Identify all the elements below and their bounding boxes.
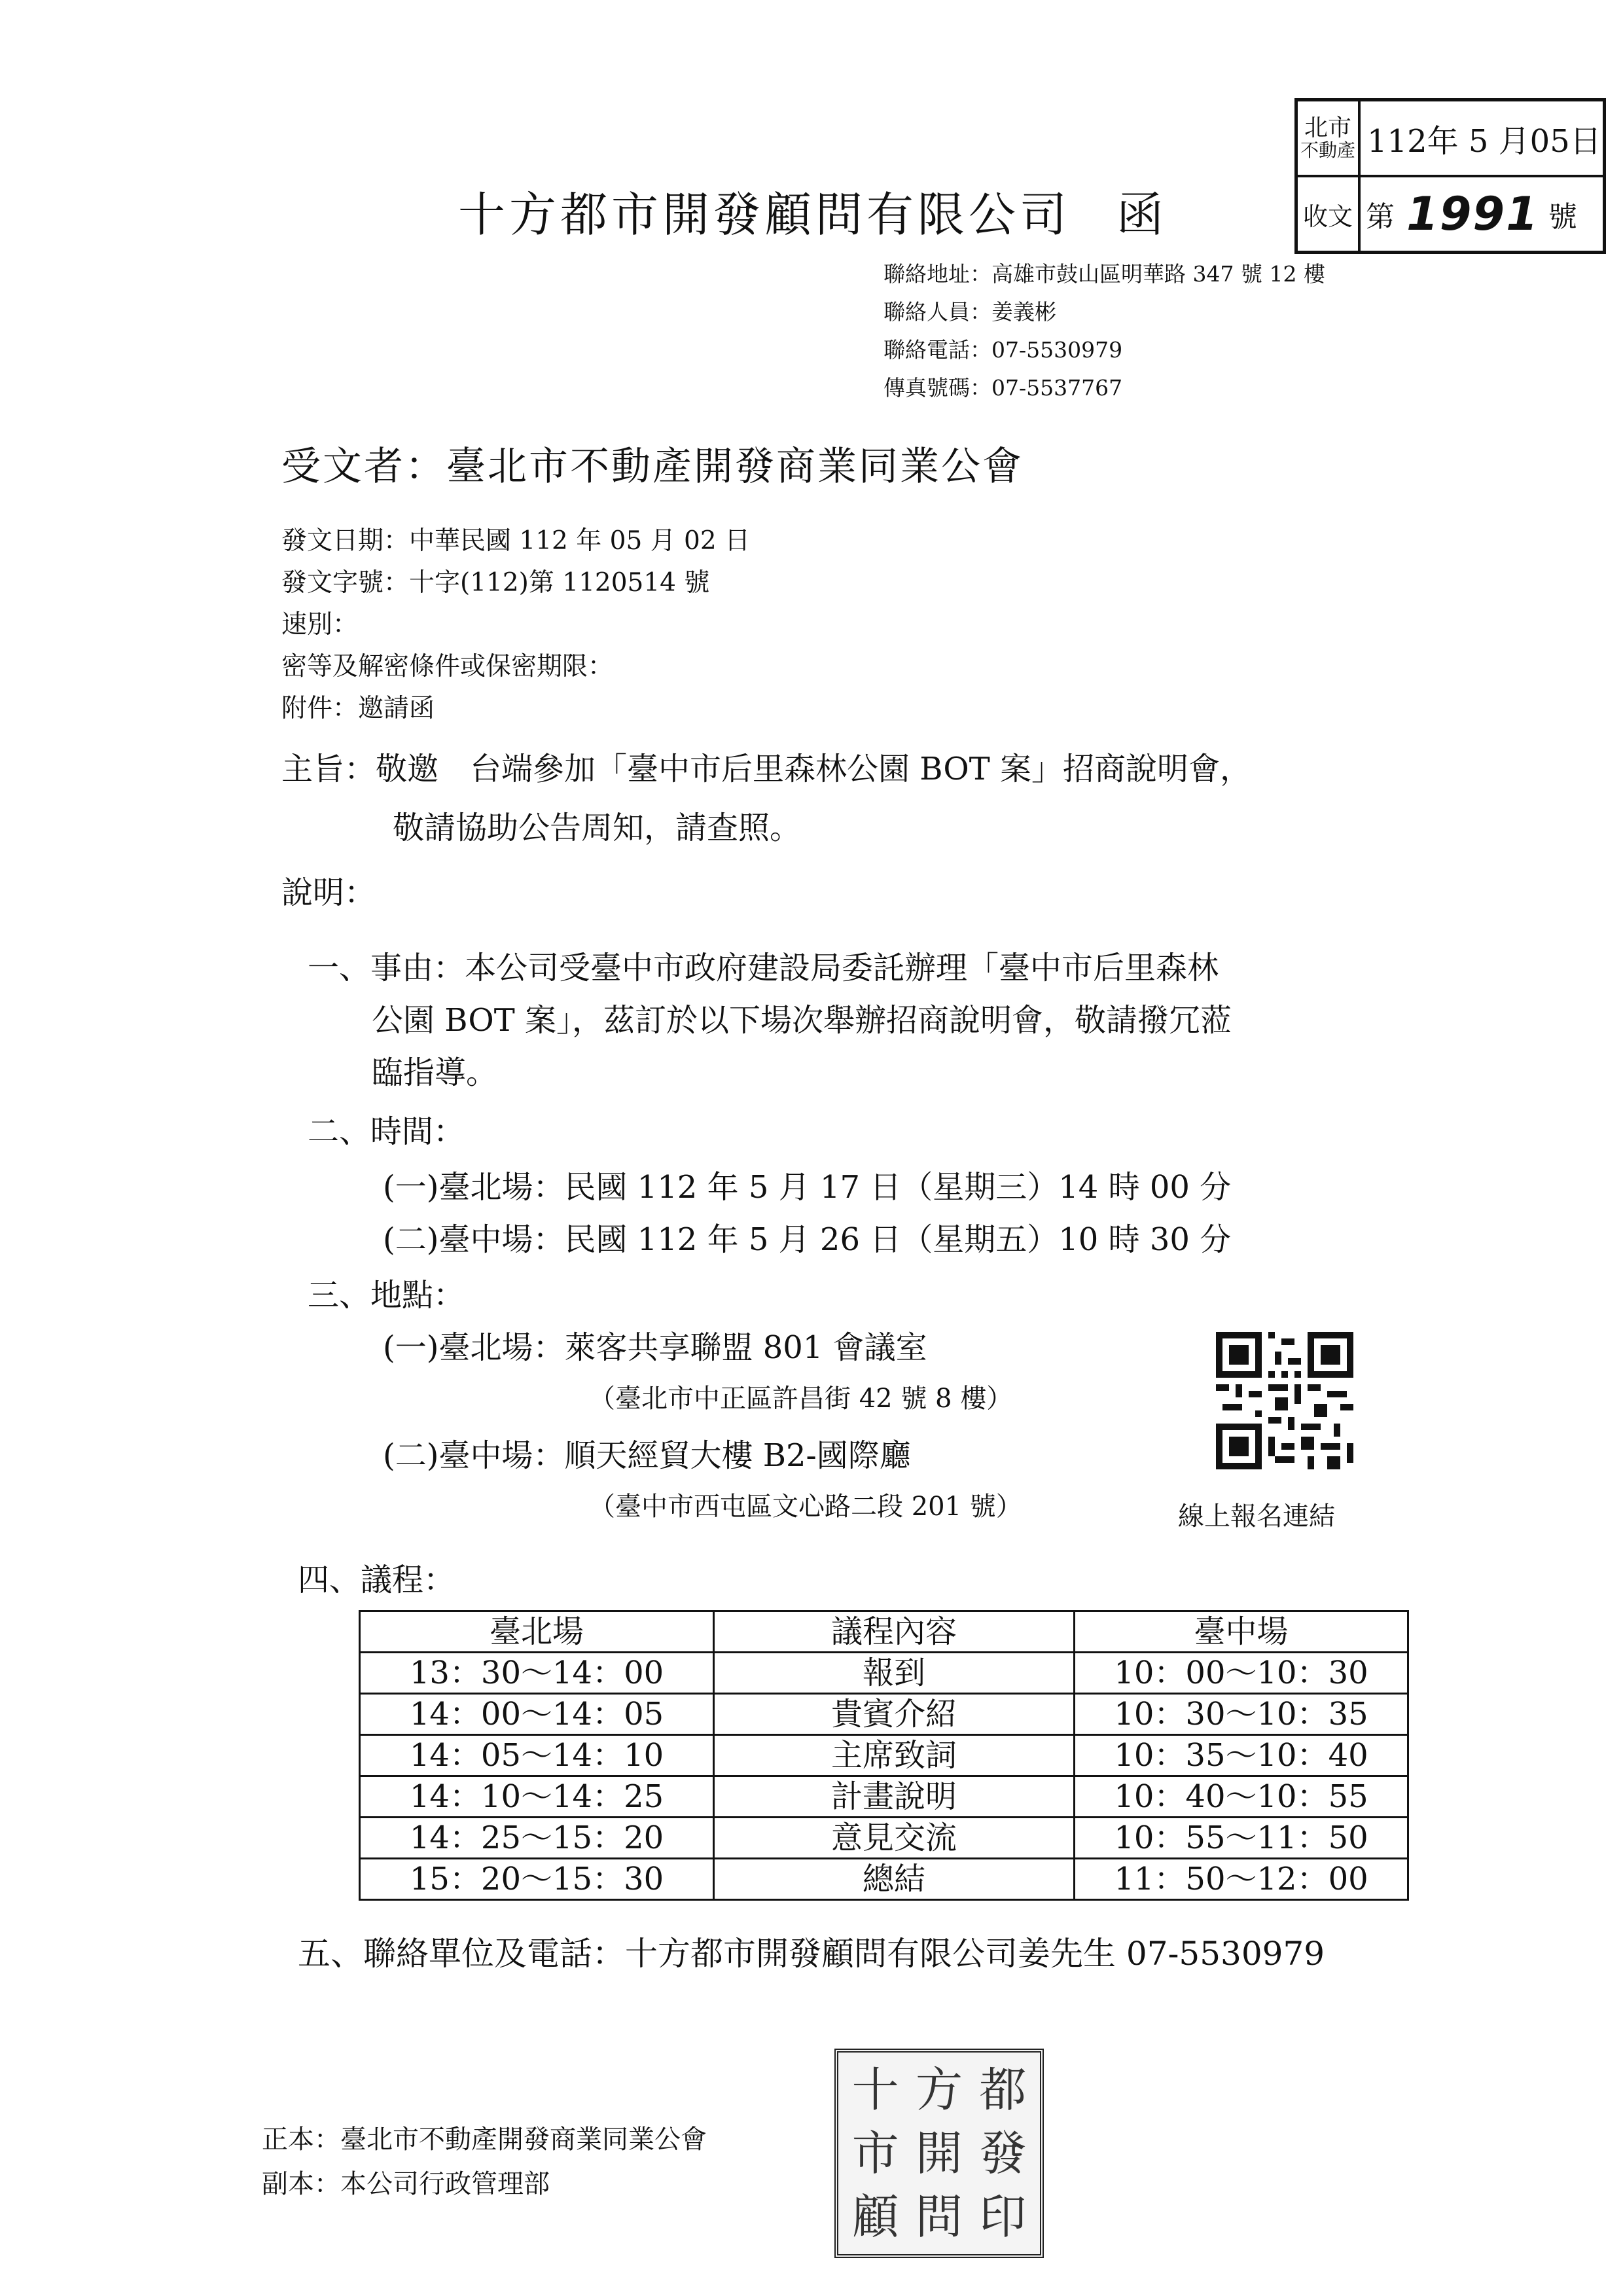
taichung-time: 10：40～10：55 — [1075, 1776, 1408, 1818]
item3-taipei-venue: (一)臺北場：萊客共享聯盟 801 會議室 — [383, 1329, 927, 1366]
seal-glyph: 問 — [915, 2189, 963, 2245]
item2-taipei-time: (一)臺北場：民國 112 年 5 月 17 日（星期三）14 時 00 分 — [383, 1169, 1232, 1206]
document-title — [458, 177, 1168, 245]
agenda-header-row — [360, 1611, 1408, 1653]
issue-date: 發文日期：中華民國 112 年 05 月 02 日 — [281, 526, 751, 556]
taichung-time: 10：30～10：35 — [1075, 1694, 1408, 1735]
seal-glyph: 都 — [979, 2062, 1027, 2117]
agenda-table — [359, 1610, 1409, 1901]
agenda-item: 總結 — [714, 1859, 1075, 1900]
agenda-item: 主席致詞 — [714, 1735, 1075, 1776]
item1-line1: 一、事由：本公司受臺中市政府建設局委託辦理「臺中市后里森林 — [308, 950, 1219, 986]
table-row — [360, 1776, 1408, 1818]
seal-glyph: 方 — [915, 2062, 963, 2117]
document-meta — [281, 520, 750, 730]
seal-glyph: 市 — [851, 2125, 899, 2181]
qr-caption: 線上報名連結 — [1178, 1501, 1335, 1532]
attachment: 附件：邀請函 — [281, 694, 435, 723]
receipt-stamp — [1294, 98, 1606, 254]
contact-address: 聯絡地址：高雄市鼓山區明華路 347 號 12 樓 — [883, 261, 1325, 287]
stamp-org-line1: 北市 — [1304, 115, 1351, 142]
agenda-item: 計畫說明 — [714, 1776, 1075, 1818]
taipei-time: 14：00～14：05 — [360, 1694, 714, 1735]
agenda-header-taichung: 臺中場 — [1075, 1611, 1408, 1653]
contact-fax: 傳真號碼：07-5537767 — [883, 375, 1123, 401]
seal-glyph: 顧 — [851, 2189, 899, 2245]
agenda-item: 意見交流 — [714, 1818, 1075, 1859]
taipei-time: 14：05～14：10 — [360, 1735, 714, 1776]
registration-qr-code[interactable] — [1216, 1332, 1353, 1469]
stamp-org-line2: 不動產 — [1300, 139, 1355, 162]
seal-glyph: 印 — [979, 2189, 1027, 2245]
agenda-header-content: 議程內容 — [714, 1611, 1075, 1653]
stamp-number-value: 1991 — [1406, 187, 1539, 241]
contact-block — [883, 255, 1325, 407]
subject-line-2: 敬請協助公告周知，請查照。 — [393, 810, 802, 846]
table-row — [360, 1653, 1408, 1694]
taipei-time: 13：30～14：00 — [360, 1653, 714, 1694]
secrecy: 密等及解密條件或保密期限： — [281, 652, 614, 681]
contact-person: 聯絡人員：姜義彬 — [883, 299, 1056, 325]
stamp-number-prefix: 第 — [1366, 200, 1395, 234]
agenda-header-taipei: 臺北場 — [360, 1611, 714, 1653]
item3-taipei-address: （臺北市中正區許昌街 42 號 8 樓） — [589, 1384, 1013, 1414]
company-seal — [834, 2049, 1044, 2258]
agenda-item: 報到 — [714, 1653, 1075, 1694]
taichung-time: 10：35～10：40 — [1075, 1735, 1408, 1776]
table-row — [360, 1694, 1408, 1735]
subject — [281, 740, 1446, 857]
seal-glyph: 開 — [915, 2125, 963, 2181]
item3-taichung-address: （臺中市西屯區文心路二段 201 號） — [589, 1492, 1022, 1522]
stamp-number — [1359, 176, 1604, 252]
contact-phone: 聯絡電話：07-5530979 — [883, 337, 1123, 363]
item3-heading: 三、地點： — [308, 1277, 465, 1314]
contact-unit: 五、聯絡單位及電話：十方都市開發顧問有限公司姜先生 07-5530979 — [298, 1935, 1325, 1973]
stamp-number-suffix: 號 — [1548, 200, 1577, 234]
item3-taichung-venue: (二)臺中場：順天經貿大樓 B2-國際廳 — [383, 1437, 911, 1474]
taichung-time: 10：00～10：30 — [1075, 1653, 1408, 1694]
explanation-heading: 說明： — [281, 874, 376, 911]
seal-glyph: 十 — [851, 2062, 899, 2117]
item1-line3: 臨指導。 — [372, 1054, 498, 1091]
seal-glyph: 發 — [979, 2125, 1027, 2181]
taipei-time: 15：20～15：30 — [360, 1859, 714, 1900]
company-name: 十方都市開發顧問有限公司 — [458, 187, 1071, 242]
subject-line-1: 主旨：敬邀 台端參加「臺中市后里森林公園 BOT 案」招商說明會， — [281, 751, 1252, 787]
table-row — [360, 1859, 1408, 1900]
recipient: 受文者：臺北市不動產開發商業同業公會 — [281, 444, 1024, 490]
stamp-label: 收文 — [1296, 176, 1359, 252]
document-type: 函 — [1116, 187, 1168, 242]
stamp-organization — [1296, 100, 1359, 176]
taipei-time: 14：10～14：25 — [360, 1776, 714, 1818]
taichung-time: 11：50～12：00 — [1075, 1859, 1408, 1900]
distribution-copy: 副本：本公司行政管理部 — [262, 2169, 550, 2199]
distribution — [262, 2117, 707, 2206]
table-row — [360, 1735, 1408, 1776]
item1-line2: 公園 BOT 案」，茲訂於以下場次舉辦招商說明會，敬請撥冗蒞 — [372, 1002, 1232, 1039]
table-row — [360, 1818, 1408, 1859]
taipei-time: 14：25～15：20 — [360, 1818, 714, 1859]
issue-number: 發文字號：十字(112)第 1120514 號 — [281, 568, 710, 598]
distribution-primary: 正本：臺北市不動產開發商業同業公會 — [262, 2125, 707, 2155]
agenda-item: 貴賓介紹 — [714, 1694, 1075, 1735]
speed: 速別： — [281, 610, 359, 639]
agenda-heading: 四、議程： — [298, 1562, 455, 1598]
item2-heading: 二、時間： — [308, 1113, 465, 1150]
stamp-date: 112年 5 月05日 — [1359, 100, 1604, 176]
item2-taichung-time: (二)臺中場：民國 112 年 5 月 26 日（星期五）10 時 30 分 — [383, 1221, 1232, 1258]
taichung-time: 10：55～11：50 — [1075, 1818, 1408, 1859]
